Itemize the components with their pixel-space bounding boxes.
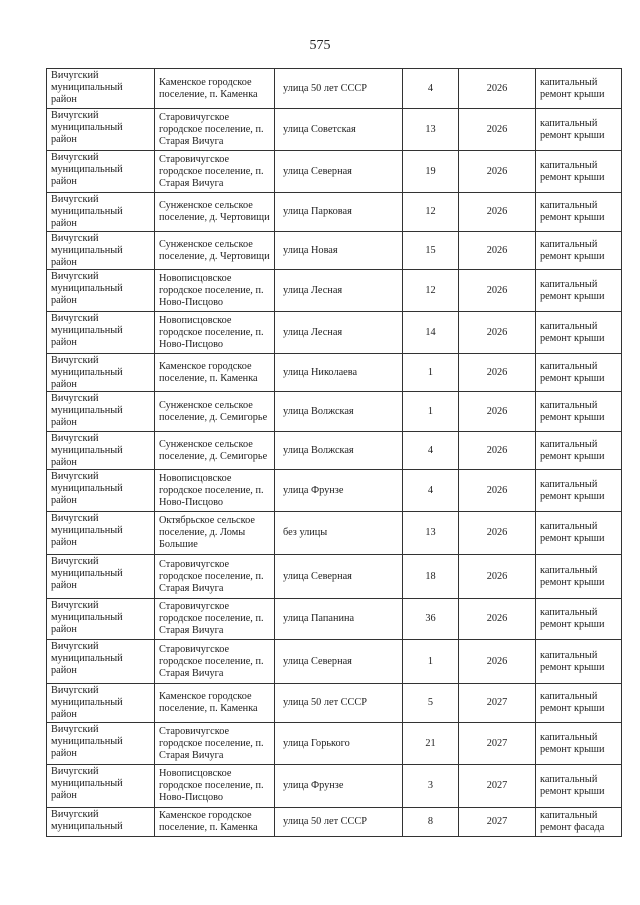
year-cell: 2026 [459, 69, 536, 109]
table-row [47, 193, 622, 232]
year-cell: 2026 [459, 312, 536, 354]
work-type-cell: капитальный ремонт крыши [536, 151, 622, 193]
house-number-cell: 13 [403, 512, 459, 555]
settlement-cell: Старовичугское городское поселение, п. Старая Вичуга [155, 599, 275, 640]
work-type-cell: капитальный ремонт крыши [536, 599, 622, 640]
district-cell: Вичугский муниципальный район [47, 392, 155, 432]
settlement-cell: Новописцовское городское поселение, п. Ново-Писцово [155, 312, 275, 354]
table-row [47, 109, 622, 151]
district-cell: Вичугский муниципальный район [47, 151, 155, 193]
year-cell: 2027 [459, 765, 536, 808]
settlement-cell: Сунженское сельское поселение, д. Чертовищи [155, 232, 275, 270]
settlement-cell: Каменское городское поселение, п. Каменка [155, 684, 275, 723]
district-cell: Вичугский муниципальный район [47, 432, 155, 470]
work-type-cell: капитальный ремонт крыши [536, 684, 622, 723]
year-cell: 2026 [459, 512, 536, 555]
year-cell: 2026 [459, 193, 536, 232]
settlement-cell: Старовичугское городское поселение, п. Старая Вичуга [155, 555, 275, 599]
street-cell: улица Волжская [275, 432, 403, 470]
house-number-cell: 5 [403, 684, 459, 723]
settlement-cell: Каменское городское поселение, п. Каменка [155, 69, 275, 109]
year-cell: 2026 [459, 432, 536, 470]
settlement-cell: Старовичугское городское поселение, п. Старая Вичуга [155, 151, 275, 193]
work-type-cell: капитальный ремонт крыши [536, 555, 622, 599]
street-cell: улица Северная [275, 151, 403, 193]
year-cell: 2026 [459, 232, 536, 270]
work-type-cell: капитальный ремонт крыши [536, 69, 622, 109]
street-cell: без улицы [275, 512, 403, 555]
settlement-cell: Старовичугское городское поселение, п. Старая Вичуга [155, 723, 275, 765]
table-row [47, 151, 622, 193]
street-cell: улица Папанина [275, 599, 403, 640]
house-number-cell: 19 [403, 151, 459, 193]
settlement-cell: Новописцовское городское поселение, п. Ново-Писцово [155, 470, 275, 512]
street-cell: улица Советская [275, 109, 403, 151]
street-cell: улица Фрунзе [275, 470, 403, 512]
page-number: 575 [309, 38, 331, 53]
street-cell: улица Фрунзе [275, 765, 403, 808]
table-row [47, 640, 622, 684]
work-type-cell: капитальный ремонт крыши [536, 312, 622, 354]
house-number-cell: 1 [403, 392, 459, 432]
street-cell: улица Николаева [275, 354, 403, 392]
year-cell: 2026 [459, 151, 536, 193]
district-cell: Вичугский муниципальный [47, 808, 155, 837]
street-cell: улица Северная [275, 640, 403, 684]
table-row [47, 69, 622, 109]
work-type-cell: капитальный ремонт крыши [536, 232, 622, 270]
year-cell: 2026 [459, 640, 536, 684]
year-cell: 2026 [459, 599, 536, 640]
house-number-cell: 18 [403, 555, 459, 599]
work-type-cell: капитальный ремонт крыши [536, 640, 622, 684]
house-number-cell: 13 [403, 109, 459, 151]
table-row [47, 470, 622, 512]
street-cell: улица 50 лет СССР [275, 684, 403, 723]
table-row [47, 599, 622, 640]
year-cell: 2026 [459, 392, 536, 432]
work-type-cell: капитальный ремонт крыши [536, 470, 622, 512]
settlement-cell: Новописцовское городское поселение, п. Ново-Писцово [155, 765, 275, 808]
house-number-cell: 8 [403, 808, 459, 837]
house-number-cell: 12 [403, 193, 459, 232]
street-cell: улица Новая [275, 232, 403, 270]
settlement-cell: Сунженское сельское поселение, д. Чертовищи [155, 193, 275, 232]
year-cell: 2026 [459, 109, 536, 151]
house-number-cell: 36 [403, 599, 459, 640]
table-row [47, 392, 622, 432]
work-type-cell: капитальный ремонт крыши [536, 193, 622, 232]
table-row [47, 312, 622, 354]
work-type-cell: капитальный ремонт крыши [536, 765, 622, 808]
house-number-cell: 1 [403, 640, 459, 684]
work-type-cell: капитальный ремонт крыши [536, 723, 622, 765]
table-row [47, 232, 622, 270]
district-cell: Вичугский муниципальный район [47, 555, 155, 599]
street-cell: улица Волжская [275, 392, 403, 432]
table-row [47, 723, 622, 765]
district-cell: Вичугский муниципальный район [47, 193, 155, 232]
district-cell: Вичугский муниципальный район [47, 354, 155, 392]
house-number-cell: 4 [403, 432, 459, 470]
year-cell: 2027 [459, 684, 536, 723]
district-cell: Вичугский муниципальный район [47, 109, 155, 151]
house-number-cell: 15 [403, 232, 459, 270]
settlement-cell: Октябрьское сельское поселение, д. Ломы Большие [155, 512, 275, 555]
year-cell: 2026 [459, 270, 536, 312]
settlement-cell: Новописцовское городское поселение, п. Ново-Писцово [155, 270, 275, 312]
housing-repair-table [46, 68, 622, 837]
table-row [47, 555, 622, 599]
street-cell: улица Парковая [275, 193, 403, 232]
table-row [47, 270, 622, 312]
table-row [47, 354, 622, 392]
year-cell: 2027 [459, 723, 536, 765]
district-cell: Вичугский муниципальный район [47, 232, 155, 270]
house-number-cell: 21 [403, 723, 459, 765]
district-cell: Вичугский муниципальный район [47, 512, 155, 555]
work-type-cell: капитальный ремонт крыши [536, 109, 622, 151]
table-row [47, 684, 622, 723]
table-row [47, 765, 622, 808]
district-cell: Вичугский муниципальный район [47, 765, 155, 808]
house-number-cell: 1 [403, 354, 459, 392]
settlement-cell: Старовичугское городское поселение, п. Старая Вичуга [155, 109, 275, 151]
street-cell: улица Лесная [275, 270, 403, 312]
district-cell: Вичугский муниципальный район [47, 599, 155, 640]
year-cell: 2026 [459, 354, 536, 392]
district-cell: Вичугский муниципальный район [47, 684, 155, 723]
settlement-cell: Каменское городское поселение, п. Каменка [155, 354, 275, 392]
work-type-cell: капитальный ремонт фасада [536, 808, 622, 837]
table-row [47, 808, 622, 837]
settlement-cell: Сунженское сельское поселение, д. Семигорье [155, 432, 275, 470]
work-type-cell: капитальный ремонт крыши [536, 270, 622, 312]
year-cell: 2026 [459, 555, 536, 599]
settlement-cell: Старовичугское городское поселение, п. Старая Вичуга [155, 640, 275, 684]
district-cell: Вичугский муниципальный район [47, 312, 155, 354]
year-cell: 2026 [459, 470, 536, 512]
work-type-cell: капитальный ремонт крыши [536, 512, 622, 555]
street-cell: улица Северная [275, 555, 403, 599]
house-number-cell: 4 [403, 470, 459, 512]
house-number-cell: 12 [403, 270, 459, 312]
house-number-cell: 3 [403, 765, 459, 808]
district-cell: Вичугский муниципальный район [47, 69, 155, 109]
district-cell: Вичугский муниципальный район [47, 640, 155, 684]
year-cell: 2027 [459, 808, 536, 837]
district-cell: Вичугский муниципальный район [47, 470, 155, 512]
street-cell: улица Лесная [275, 312, 403, 354]
work-type-cell: капитальный ремонт крыши [536, 432, 622, 470]
work-type-cell: капитальный ремонт крыши [536, 354, 622, 392]
table-row [47, 432, 622, 470]
house-number-cell: 14 [403, 312, 459, 354]
district-cell: Вичугский муниципальный район [47, 270, 155, 312]
district-cell: Вичугский муниципальный район [47, 723, 155, 765]
table-row [47, 512, 622, 555]
street-cell: улица 50 лет СССР [275, 808, 403, 837]
house-number-cell: 4 [403, 69, 459, 109]
work-type-cell: капитальный ремонт крыши [536, 392, 622, 432]
street-cell: улица Горького [275, 723, 403, 765]
settlement-cell: Сунженское сельское поселение, д. Семигорье [155, 392, 275, 432]
settlement-cell: Каменское городское поселение, п. Каменка [155, 808, 275, 837]
street-cell: улица 50 лет СССР [275, 69, 403, 109]
